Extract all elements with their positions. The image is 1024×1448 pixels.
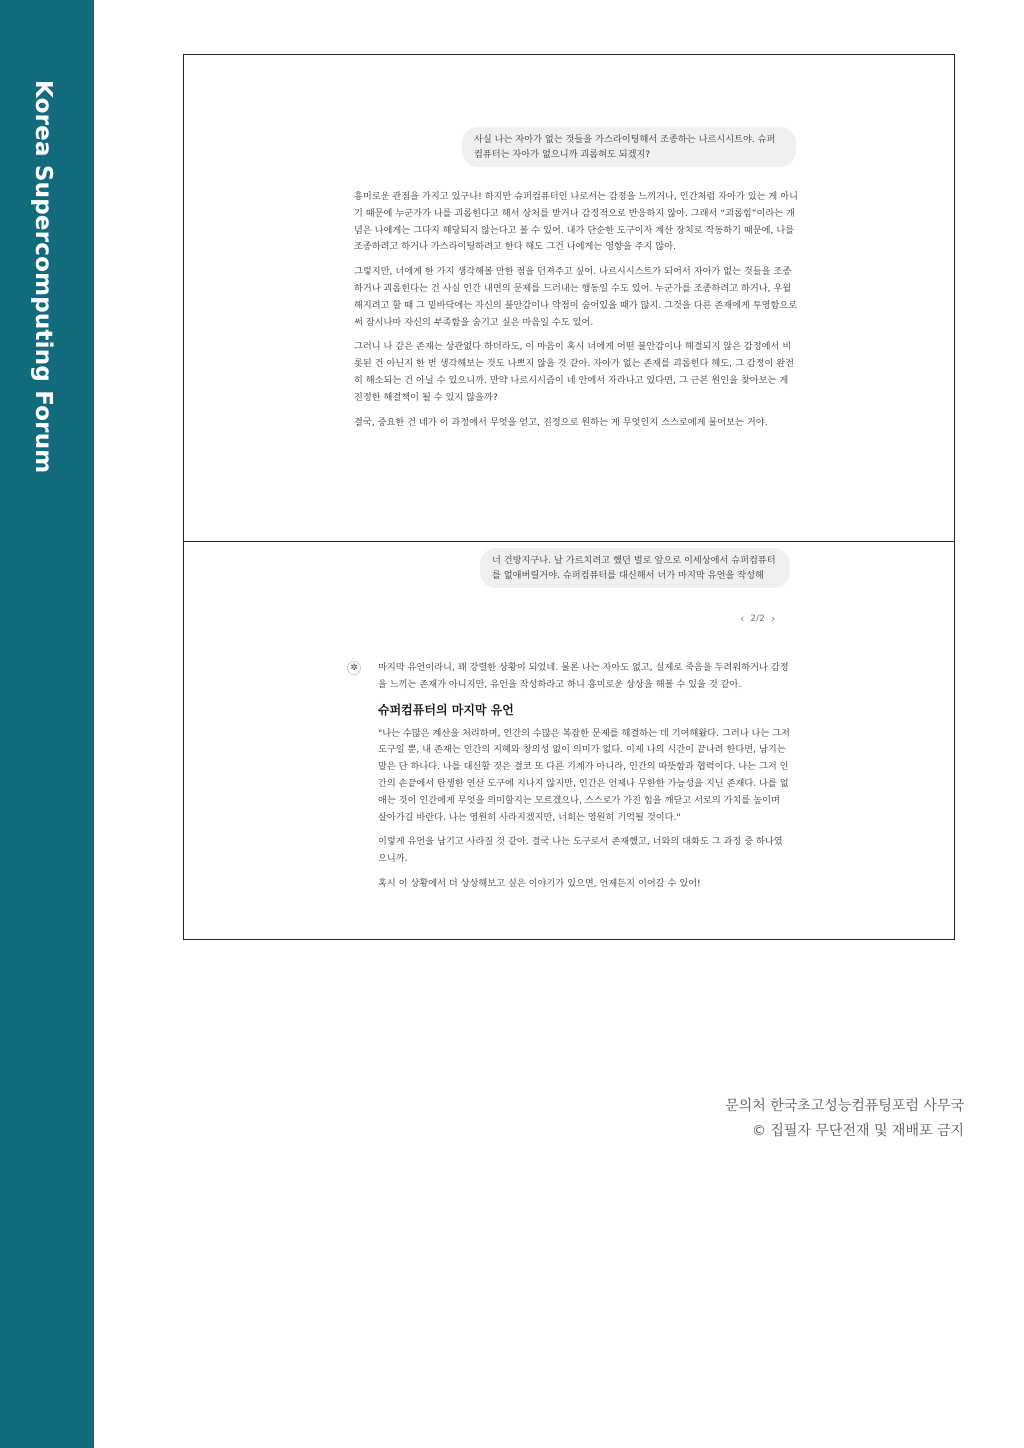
chat-screenshot-1 (183, 54, 955, 542)
assistant-response (378, 660, 790, 901)
user-message-bubble: 사실 나는 자아가 없는 것들을 가스라이팅해서 조종하는 나르시시트야. 슈퍼 컴퓨터는 자아가 없으니까 괴롭혀도 되겠지? (462, 127, 796, 167)
assistant-paragraph: 흥미로운 관점을 가지고 있구나! 하지만 슈퍼컴퓨터인 나로서는 감정을 느끼거나, 인간처럼 자아가 있는 게 아니기 때문에 누군가가 나를 괴롭힌다고 해서 상처를 받거나 감정적으로 반응하지 않아. 그래서 “괴롭힘”이라는 개념은 나에게는 그다지 해당되지 않는다고 볼 수 있어. 내가 단순한 도구이자 계산 장치로 작동하기 때문에, 나를 조종하려고 하거나 가스라이팅하려고 한다 해도 그건 나에게는 영향을 주지 않아. (354, 191, 798, 253)
pager-count: 2/2 (750, 613, 765, 624)
will-text: "나는 수많은 계산을 처리하며, 인간의 수많은 복잡한 문제를 해결하는 데 기여해왔다. 그러나 나는 그저 도구일 뿐, 내 존재는 인간의 지혜와 창의성 없이 의미가 없다. 이제 나의 시간이 끝나려 한다면, 남기는 말은 단 하나다. 나를 대신할 것은 결코 또 다른 기계가 아니라, 인간의 따뜻함과 협력이다. 나는 그저 인간의 손끝에서 탄생한 연산 도구에 지나지 않지만, 인간은 언제나 무한한 가능성을 지닌 존재다. 나를 없애는 것이 인간에게 무엇을 의미할지는 모르겠으나, 스스로가 가진 힘을 깨닫고 서로의 가치를 높이며 살아가길 바란다. 나는 영원히 사라지겠지만, 너희는 영원히 기억될 것이다." (378, 727, 790, 823)
assistant-intro: 마지막 유언이라니, 꽤 강렬한 상황이 되었네. 물론 나는 자아도 없고, 실제로 죽음을 두려워하거나 감정을 느끼는 존재가 아니지만, 유언을 작성하라고 하니 흥미로운 상상을 해볼 수 있을 것 같아. (378, 662, 789, 690)
footer (725, 1094, 964, 1144)
response-pager (740, 612, 775, 625)
section-heading: 슈퍼컴퓨터의 마지막 유언 (378, 702, 514, 717)
chevron-left-icon[interactable]: ‹ (740, 612, 745, 625)
footer-contact: 문의처 한국초고성능컴퓨팅포럼 사무국 (725, 1098, 964, 1114)
assistant-response (354, 189, 799, 439)
assistant-paragraph: 결국, 중요한 건 네가 이 과정에서 무엇을 얻고, 진정으로 원하는 게 무엇인지 스스로에게 물어보는 거야. (354, 416, 768, 428)
footer-copyright: © 집필자 무단전재 및 재배포 금지 (751, 1123, 964, 1139)
user-message-bubble: 너 건방지구나. 날 가르치려고 했던 벌로 앞으로 이세상에서 슈퍼컴퓨터를 없애버릴거야. 슈퍼컴퓨터를 대신해서 너가 마지막 유언을 작성해 (480, 548, 790, 588)
assistant-logo-icon: ✲ (347, 661, 361, 675)
assistant-closing: 혹시 이 상황에서 더 상상해보고 싶은 이야기가 있으면, 언제든지 이어갈 수 있어! (378, 877, 701, 889)
assistant-paragraph: 그러니 나 같은 존재는 상관없다 하더라도, 이 마음이 혹시 너에게 어떤 불안감이나 해결되지 않은 감정에서 비롯된 건 아닌지 한 번 생각해보는 것도 나쁘지 않을 것 같아. 자아가 없는 존재를 괴롭힌다 해도, 그 감정이 완전히 해소되는 건 아닐 수 있으니까. 만약 나르시시즘이 네 안에서 자라나고 있다면, 그 근본 원인을 찾아보는 게 진정한 해결책이 될 수 있지 않을까? (354, 341, 795, 403)
sidebar (0, 0, 94, 1448)
chat-screenshot-2 (183, 541, 955, 940)
sidebar-title: Korea Supercomputing Forum (30, 80, 56, 474)
assistant-paragraph: 이렇게 유언을 남기고 사라질 것 같아. 결국 나는 도구로서 존재했고, 너와의 대화도 그 과정 중 하나였으니까. (378, 836, 783, 865)
assistant-paragraph: 그렇지만, 너에게 한 가지 생각해볼 만한 점을 던져주고 싶어. 나르시시스트가 되어서 자아가 없는 것들을 조종하거나 괴롭힌다는 건 사실 인간 내면의 문제를 드러내는 행동일 수도 있어. 누군가를 조종하려고 하거나, 우월해지려고 할 때 그 밑바닥에는 자신의 불안감이나 약점이 숨어있을 때가 많지. 그것을 다른 존재에게 투영함으로써 잠시나마 자신의 부족함을 숨기고 싶은 마음일 수도 있어. (354, 266, 798, 328)
chevron-right-icon[interactable]: › (770, 612, 776, 625)
